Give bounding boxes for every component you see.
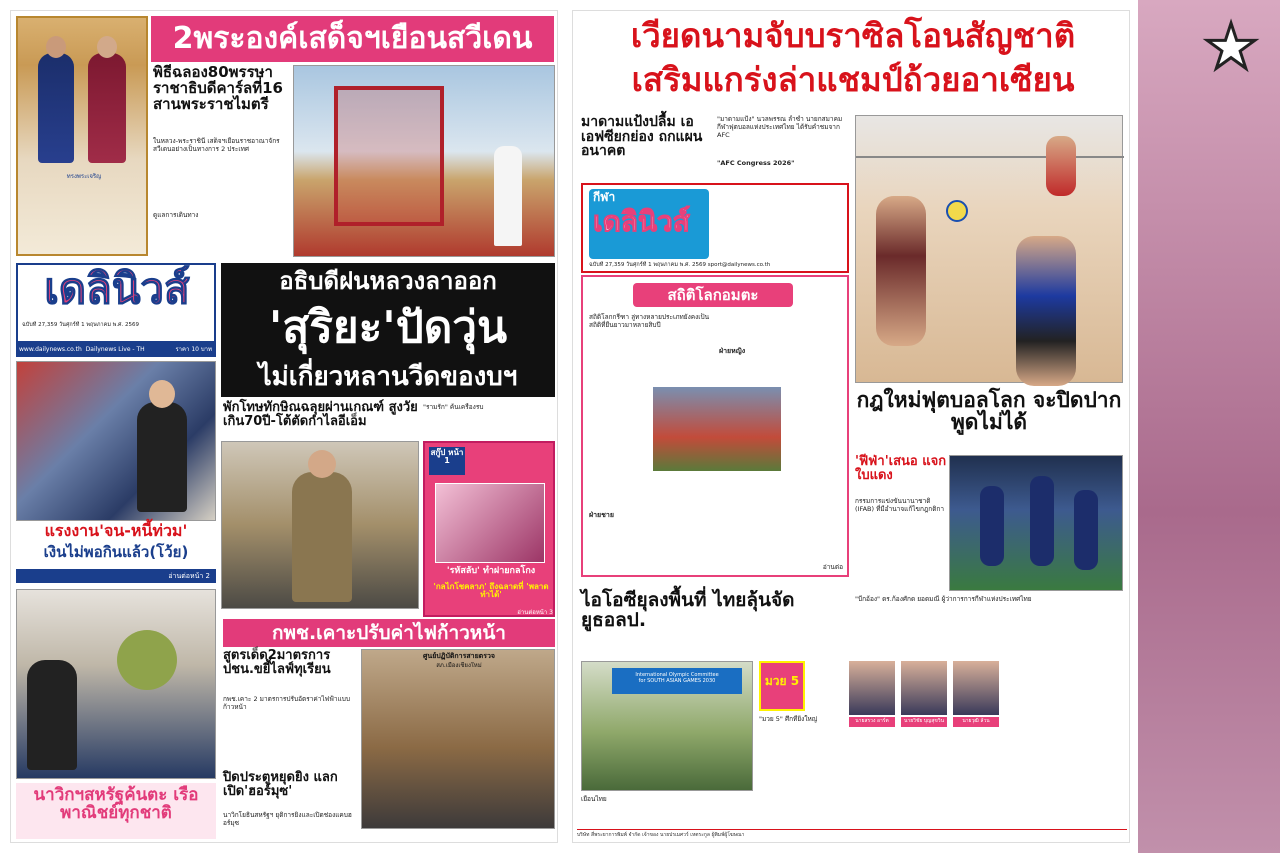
sports-logo: [581, 183, 849, 273]
masthead-bar: [16, 343, 216, 357]
sports-headline-2: เสริมแกร่งล่าแชมป์ถ้วยอาเซียน: [631, 60, 1075, 99]
labour-protest-photo: [16, 361, 216, 521]
muay5-tag: [759, 661, 805, 711]
person-3-name: นายวุฒิ ล้วน: [953, 717, 999, 727]
front-page-left: [10, 10, 558, 843]
royal-subtitle: พิธีฉลอง80พรรษา ราชาธิบดีคาร์ลที่16 สานพระราชไมตรี: [153, 63, 283, 113]
energy-headline: กพช.เคาะปรับค่าไฟก้าวหน้า: [223, 619, 555, 647]
stats-track-photo: [653, 387, 781, 471]
royal-headline: 2พระองค์เสด็จฯเยือนสวีเดน: [151, 16, 554, 62]
masthead-website[interactable]: www.dailynews.co.th: [19, 346, 82, 353]
fifa-headline: กฎใหม่ฟุตบอลโลก จะปิดปากพูดไม่ได้: [855, 389, 1123, 451]
stats-box: [581, 275, 849, 577]
favorite-star-icon[interactable]: ★: [1203, 10, 1259, 83]
labour-headline-2: เงินไม่พอกินแล้ว(โว้ย): [43, 543, 189, 561]
stats-men: ฝ่ายชาย: [589, 511, 614, 519]
viewer-sidebar: [1138, 0, 1280, 853]
gate-headline: ปิดประตูหยุดยิง แลกเปิด'ฮอร์มุซ': [223, 770, 338, 799]
royal-pavilion-photo: [293, 65, 555, 257]
afc-body: "มาดามแป้ง" นวลพรรณ ล่ำซำ นายกสมาคมกีฬาฟุตบอลแห่งประเทศไทย ได้รับคำชมจาก AFC: [717, 115, 843, 139]
ioc-body: "บีกอ้อง" ดร.ก้องศักด ยอดมณี ผู้ว่าการการกีฬาแห่งประเทศไทย: [855, 595, 1032, 603]
police-press-photo: [221, 441, 419, 609]
muay5-tag-text: มวย 5: [764, 674, 800, 688]
durian-meeting-photo: [16, 589, 216, 779]
lead-sub: พักโทษทักษิณฉลุยผ่านเกณฑ์ สูงวัยเกิน70ปี-โต้ตัดกำไลอีเอ็ม: [223, 400, 418, 429]
royal-caption: ดูแลการเดินทาง: [153, 211, 199, 219]
labour-headline-1: แรงงาน'จน-หนี้ท่วม': [44, 521, 188, 540]
stats-body: สถิติโลกกรีฑา ลู่ทางหลายประเภทยังคงเป็นสถิติที่ยืนยาวมาหลายสิบปี: [589, 313, 710, 329]
lead-headline-2: 'สุริยะ'ปัดวุ่น: [221, 299, 555, 357]
ioc-group-photo: [581, 661, 753, 791]
shipping-headline: นาวิกฯสหรัฐค้นตะ เรือพาณิชย์ทุกชาติ: [16, 783, 216, 839]
lottery-title-2: 'กลไกโชคลาภ' ถึงฉลาดที่ 'พลาดทำได้': [433, 582, 549, 600]
lottery-photo: [435, 483, 545, 563]
stats-women: ฝ่ายหญิง: [719, 347, 746, 355]
lead-headline-1: อธิบดีฝนหลวงลาออก: [221, 263, 555, 299]
sports-logo-top: กีฬา: [593, 190, 616, 204]
stats-more[interactable]: อ่านต่อ: [822, 563, 843, 571]
person-1-name: นายสรวง อาร์ต: [849, 717, 895, 727]
sports-headline-1: เวียดนามจับบราซิลโอนสัญชาติ: [630, 16, 1076, 55]
energy-sub: สูตรเด็ด2มาตรการ ปชน.ขยี้ไลฟ์ทุเรียน: [223, 648, 331, 677]
lead-headline-3: ไม่เกี่ยวหลานวีดของบฯ: [221, 357, 555, 397]
person-2-name: นายวิชัย บุญสุขวิน: [901, 717, 947, 727]
royal-body: ในหลวง-พระราชินี เสด็จฯเยือนราชอาณาจักรสวีเดนอย่างเป็นทางการ 2 ประเทศ: [153, 137, 280, 153]
muay5-body: "มวย 5" ศึกที่ยิ่งใหญ่: [759, 715, 818, 723]
stats-title: สถิติโลกอมตะ: [633, 283, 793, 307]
football-match-photo: [949, 455, 1123, 591]
sports-email[interactable]: sport@dailynews.co.th: [707, 262, 771, 268]
ioc-caption: เยือนไทย: [581, 795, 607, 803]
lottery-scoop: [423, 441, 555, 617]
afc-quote: "AFC Congress 2026": [717, 159, 795, 167]
fifa-body: กรรมการแข่งขันนานาชาติ (IFAB) ที่มีอำนาจแก้ไขกฎกติกา: [855, 497, 945, 513]
masthead-live[interactable]: Dailynews Live - TH: [85, 346, 145, 353]
royal-portrait-photo: [16, 16, 148, 256]
sports-issue: ฉบับที่ 27,359 วันศุกร์ที่ 1 พฤษภาคม พ.ศ. 2569: [589, 262, 707, 268]
lottery-title-1: 'รหัสลับ' ทำฝายกลโกง: [446, 566, 536, 576]
afc-subhead: มาดามแป้งปลื้ม เอเอฟซียกย่อง ถกแผนอนาคต: [581, 114, 703, 160]
portrait-caption: ทรงพระเจริญ: [66, 173, 102, 180]
masthead: [16, 263, 216, 343]
sports-page-right: [572, 10, 1130, 843]
persons-row: [849, 661, 999, 729]
lottery-tag: สกู๊ป หน้า 1: [429, 447, 465, 475]
masthead-issue: ฉบับที่ 27,359 วันศุกร์ที่ 1 พฤษภาคม พ.ศ. 2569: [22, 322, 140, 328]
border-sub: สภ.เมืองเชียงใหม่: [436, 662, 482, 669]
gate-body: นาวิกโยธินสหรัฐฯ ยุติการยิงและเปิดช่องแคบฮอร์มุซ: [223, 811, 352, 827]
ioc-headline: ไอโอซียุลงพื้นที่ ไทยลุ้นจัดยูธอลป.: [581, 589, 795, 631]
page-footer: บริษัท สี่พระยาการพิมพ์ จำกัด เจ้าของ นายปรเมศวร์ เหตระกูล ผู้พิมพ์ผู้โฆษณา: [577, 829, 1127, 841]
masthead-price: ราคา 10 บาท: [175, 346, 212, 353]
fifa-subhead: 'ฟีฟ่า'เสนอ แจกใบแดง: [855, 454, 947, 483]
lottery-more[interactable]: อ่านต่อหน้า 3: [517, 609, 553, 616]
ioc-banner-2: for SOUTH ASIAN GAMES 2030: [638, 678, 716, 684]
ioc-banner: International Olympic Committee: [635, 672, 719, 678]
beach-volleyball-photo: [855, 115, 1123, 383]
labour-more[interactable]: อ่านต่อหน้า 2: [16, 569, 216, 583]
sports-logo-text: เดลินิวส์: [593, 205, 690, 238]
border-police-photo: [361, 649, 555, 829]
energy-body: กพช.เคาะ 2 มาตรการปรับอัตราค่าไฟฟ้าแบบก้าวหน้า: [223, 695, 350, 711]
border-label: ศูนย์ปฏิบัติการสายตรวจ: [422, 652, 496, 660]
lead-teaser: "รามรัก" ค้นเครื่องรบ: [423, 403, 484, 411]
masthead-logo: เดลินิวส์: [44, 264, 190, 313]
